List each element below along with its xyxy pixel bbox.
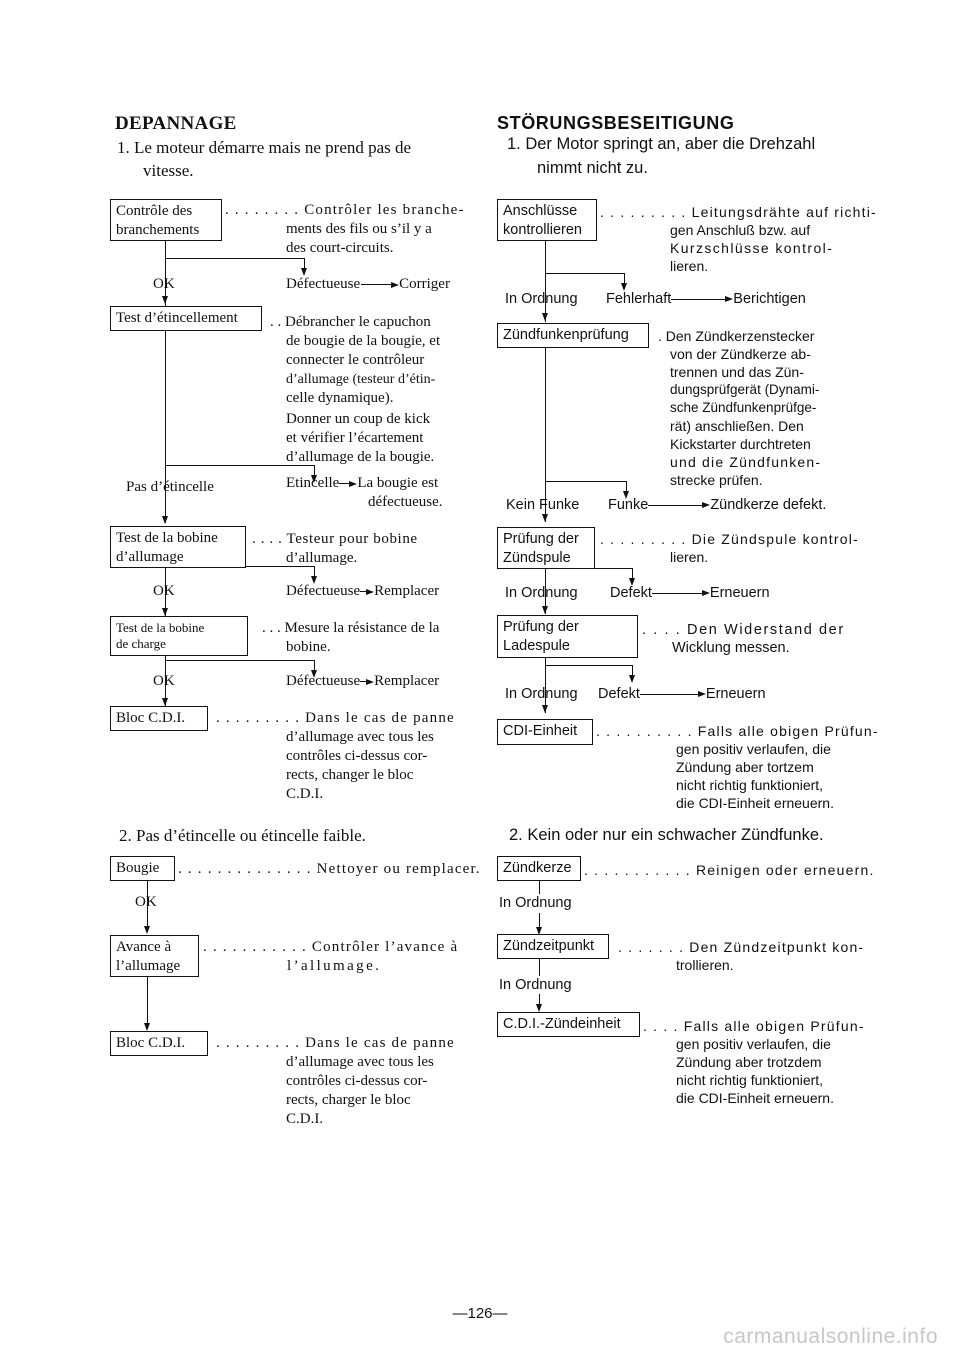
arrow-down-icon	[542, 705, 548, 713]
flow-line	[539, 958, 540, 976]
fault-result-de: Defekt Erneuern	[598, 686, 766, 702]
fault-result: Défectueuse Corriger	[286, 276, 450, 292]
spark-test-box: Test d’étincellement	[110, 306, 262, 331]
arrow-right-icon	[366, 589, 374, 595]
ignition-coil-test-box-de: Prüfung der Zündspule	[497, 527, 595, 569]
ok-label: OK	[153, 276, 175, 292]
ok-label-de: In Ordnung	[505, 585, 578, 601]
flow-line	[165, 258, 305, 259]
spark-plug-box-de: Zündkerze	[497, 856, 581, 881]
fault-result: Défectueuse Remplacer	[286, 583, 440, 599]
spark-plug-desc: . . . . . . . . . . . . . . Nettoyer ou remplacer.	[178, 861, 481, 877]
check-connections-box-de: Anschlüsse kontrollieren	[497, 199, 597, 241]
check-connections-desc: . . . . . . . . Contrôler les branche- ments des fils ou s’il y a des court-circuits.	[225, 202, 465, 256]
section2-title-de: 2. Kein oder nur ein schwacher Zündfunke.	[509, 826, 824, 844]
arrow-right-icon	[391, 282, 399, 288]
cdi-unit-box-de: CDI-Einheit	[497, 719, 593, 745]
section1-title-de: 1. Der Motor springt an, aber die Drehzahl nimmt nicht zu.	[507, 135, 816, 177]
no-spark-label: Pas d’étincelle	[126, 479, 214, 495]
ok-label-de: In Ordnung	[505, 291, 578, 307]
page-number: —126—	[452, 1305, 508, 1322]
flow-line	[147, 975, 148, 1029]
ignition-coil-test-box: Test de la bobine d’allumage	[110, 526, 246, 568]
spark-result: Etincelle La bougie est défectueuse.	[286, 475, 443, 510]
ok-label: OK	[153, 583, 175, 599]
cdi-unit-box: Bloc C.D.I.	[110, 706, 208, 731]
arrow-down-icon	[144, 926, 150, 934]
cdi-unit-desc-de-2: . . . . Falls alle obigen Prüfun- gen positiv verlaufen, die Zündung aber trotzdem nicht richtig funktioniert, die CDI-Einheit erneuern.	[643, 1018, 865, 1106]
flow-line	[165, 660, 315, 661]
ignition-timing-box: Avance à l’allumage	[110, 935, 199, 977]
flow-line	[545, 665, 633, 666]
arrow-right-icon	[698, 691, 706, 697]
ignition-timing-box-de: Zündzeitpunkt	[497, 934, 609, 959]
arrow-down-icon	[162, 698, 168, 706]
ignition-coil-test-desc-de: . . . . . . . . . Die Zündspule kontrol- lieren.	[600, 531, 859, 565]
ok-label-de: In Ordnung	[499, 895, 572, 911]
arrow-down-icon	[629, 675, 635, 683]
arrow-down-icon	[162, 296, 168, 304]
arrow-right-icon	[702, 590, 710, 596]
section1-title-fr: 1. Le moteur démarre mais ne prend pas de vitesse.	[117, 138, 412, 180]
arrow-down-icon	[144, 1023, 150, 1031]
cdi-unit-desc-2: . . . . . . . . . Dans le cas de panne d’allumage avec tous les contrôles ci-dessus cor- rects, charger le bloc C.D.I.	[216, 1035, 455, 1127]
fault-result: Défectueuse Remplacer	[286, 673, 440, 689]
ignition-coil-test-desc: . . . . Testeur pour bobine d’allumage.	[252, 531, 418, 566]
arrow-down-icon	[542, 514, 548, 522]
ignition-timing-desc-de: . . . . . . . Den Zündzeitpunkt kon- trollieren.	[618, 939, 865, 973]
arrow-down-icon	[162, 608, 168, 616]
charge-coil-test-desc: . . . Mesure la résistance de la bobine.	[262, 620, 440, 655]
cdi-unit-box-2: Bloc C.D.I.	[110, 1031, 208, 1056]
check-connections-desc-de: . . . . . . . . . Leitungsdrähte auf richti- gen Anschluß bzw. auf Kurzschlüsse kontrol- lieren.	[600, 204, 877, 274]
charge-coil-test-box-de: Prüfung der Ladespule	[497, 615, 638, 658]
arrow-down-icon	[542, 313, 548, 321]
charge-coil-test-desc-de: . . . . Den Widerstand der Wicklung messen.	[642, 622, 845, 656]
ok-label-de: In Ordnung	[499, 977, 572, 993]
spark-test-box-de: Zündfunkenprüfung	[497, 323, 649, 348]
flow-line	[545, 481, 627, 482]
spark-test-desc-de: . Den Zündkerzenstecker von der Zündkerze ab- trennen und das Zün- dungsprüfgerät (Dynami- sche Zündfunkenprüfge- rät) anschließen. Den Kickstarter durchtreten und die Zündfunken- strecke prüfen.	[658, 328, 822, 488]
cdi-unit-box-de-2: C.D.I.-Zündeinheit	[497, 1012, 640, 1037]
section2-title-fr: 2. Pas d’étincelle ou étincelle faible.	[119, 826, 366, 845]
check-connections-box: Contrôle des branchements	[110, 199, 222, 241]
ignition-timing-desc: . . . . . . . . . . . Contrôler l’avance à l’allumage.	[203, 939, 459, 974]
charge-coil-test-box: Test de la bobine de charge	[110, 616, 248, 656]
spark-test-desc: . . Débrancher le capuchon de bougie de la bougie, et connecter le contrôleur d’allumage (testeur d’étin- celle dynamique). Donner un coup de kick et vérifier l’écartement d’allumage de la bougie.	[270, 314, 441, 465]
spark-result-de: Funke Zündkerze defekt.	[608, 497, 827, 513]
arrow-right-icon	[366, 679, 374, 685]
heading-fr: DEPANNAGE	[115, 113, 237, 134]
ok-label: OK	[153, 673, 175, 689]
ok-label-de: In Ordnung	[505, 686, 578, 702]
flow-line	[545, 240, 546, 322]
ok-label: OK	[135, 894, 157, 910]
spark-plug-desc-de: . . . . . . . . . . . Reinigen oder erneuern.	[584, 862, 875, 878]
fault-result-de: Defekt Erneuern	[610, 585, 770, 601]
spark-plug-box: Bougie	[110, 856, 175, 881]
arrow-down-icon	[542, 606, 548, 614]
watermark: carmanualsonline.info	[723, 1325, 938, 1348]
fault-result-de: Fehlerhaft Berichtigen	[606, 291, 806, 307]
cdi-unit-desc: . . . . . . . . . Dans le cas de panne d’allumage avec tous les contrôles ci-dessus cor- rects, changer le bloc C.D.I.	[216, 710, 455, 802]
cdi-unit-desc-de: . . . . . . . . . . Falls alle obigen Prüfun- gen positiv verlaufen, die Zündung aber tortzem nicht richtig funktioniert, die CDI-Einheit erneuern.	[596, 723, 879, 811]
no-spark-label-de: Kein Funke	[506, 497, 580, 513]
flow-line	[539, 880, 540, 894]
heading-de: STÖRUNGSBESEITIGUNG	[497, 113, 735, 133]
arrow-down-icon	[536, 1004, 542, 1012]
arrow-down-icon	[162, 516, 168, 524]
